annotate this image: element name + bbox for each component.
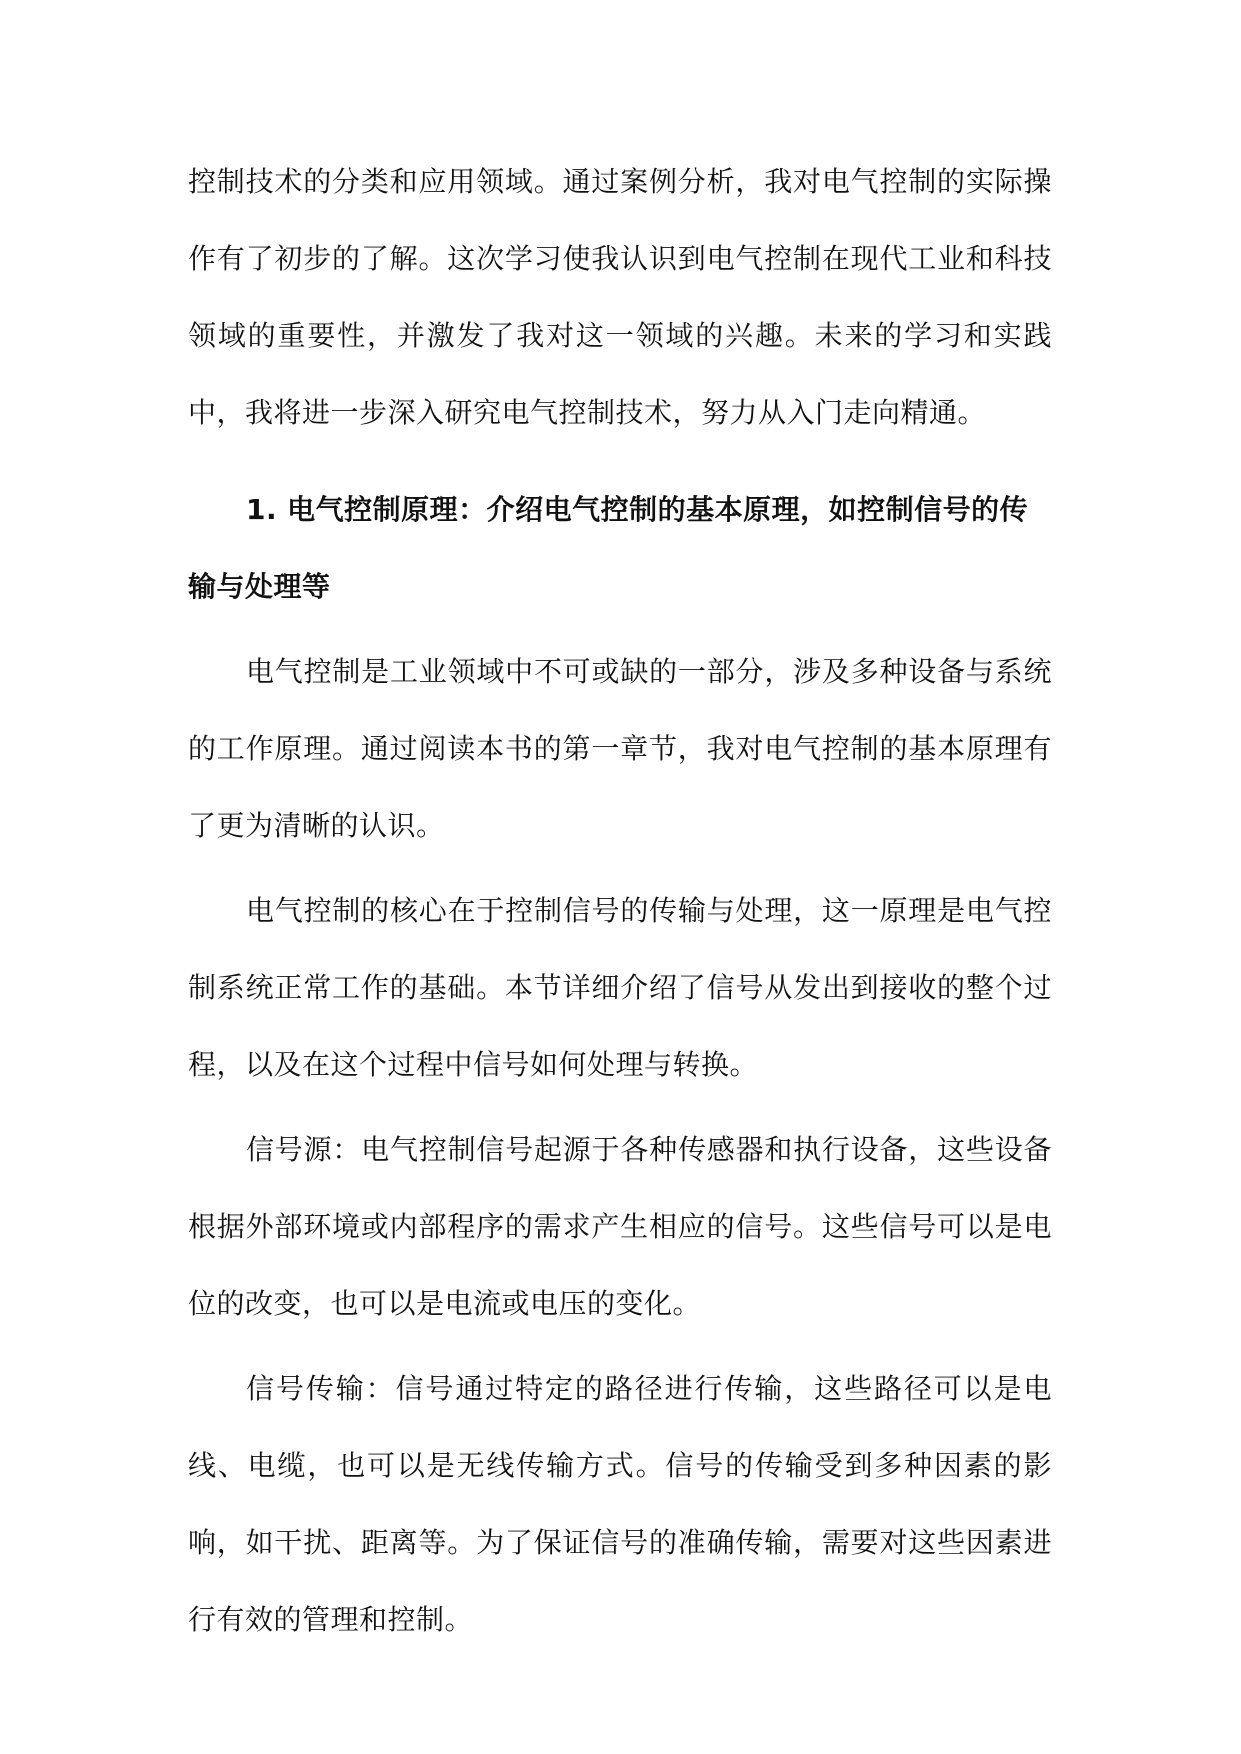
- body-paragraph-1: 电气控制是工业领域中不可或缺的一部分，涉及多种设备与系统的工作原理。通过阅读本书的第一章节，我对电气控制的基本原理有了更为清晰的认识。: [188, 655, 1052, 842]
- section-number: 1.: [246, 493, 278, 526]
- body-paragraph-2: 电气控制的核心在于控制信号的传输与处理，这一原理是电气控制系统正常工作的基础。本节详细介绍了信号从发出到接收的整个过程，以及在这个过程中信号如何处理与转换。: [188, 894, 1052, 1081]
- document-body: [188, 143, 1052, 1666]
- intro-paragraph: 控制技术的分类和应用领域。通过案例分析，我对电气控制的实际操作有了初步的了解。这次学习使我认识到电气控制在现代工业和科技领域的重要性，并激发了我对这一领域的兴趣。未来的学习和实践中，我将进一步深入研究电气控制技术，努力从入门走向精通。: [188, 165, 1052, 429]
- section-heading: [188, 471, 1052, 625]
- body-paragraph-signal-source: 信号源：电气控制信号起源于各种传感器和执行设备，这些设备根据外部环境或内部程序的需求产生相应的信号。这些信号可以是电位的改变，也可以是电流或电压的变化。: [188, 1133, 1052, 1320]
- section-title: 电气控制原理：介绍电气控制的基本原理，如控制信号的传输与处理等: [188, 493, 1029, 603]
- body-paragraph-signal-transmission: 信号传输：信号通过特定的路径进行传输，这些路径可以是电线、电缆，也可以是无线传输方式。信号的传输受到多种因素的影响，如干扰、距离等。为了保证信号的准确传输，需要对这些因素进行有效的管理和控制。: [188, 1372, 1052, 1636]
